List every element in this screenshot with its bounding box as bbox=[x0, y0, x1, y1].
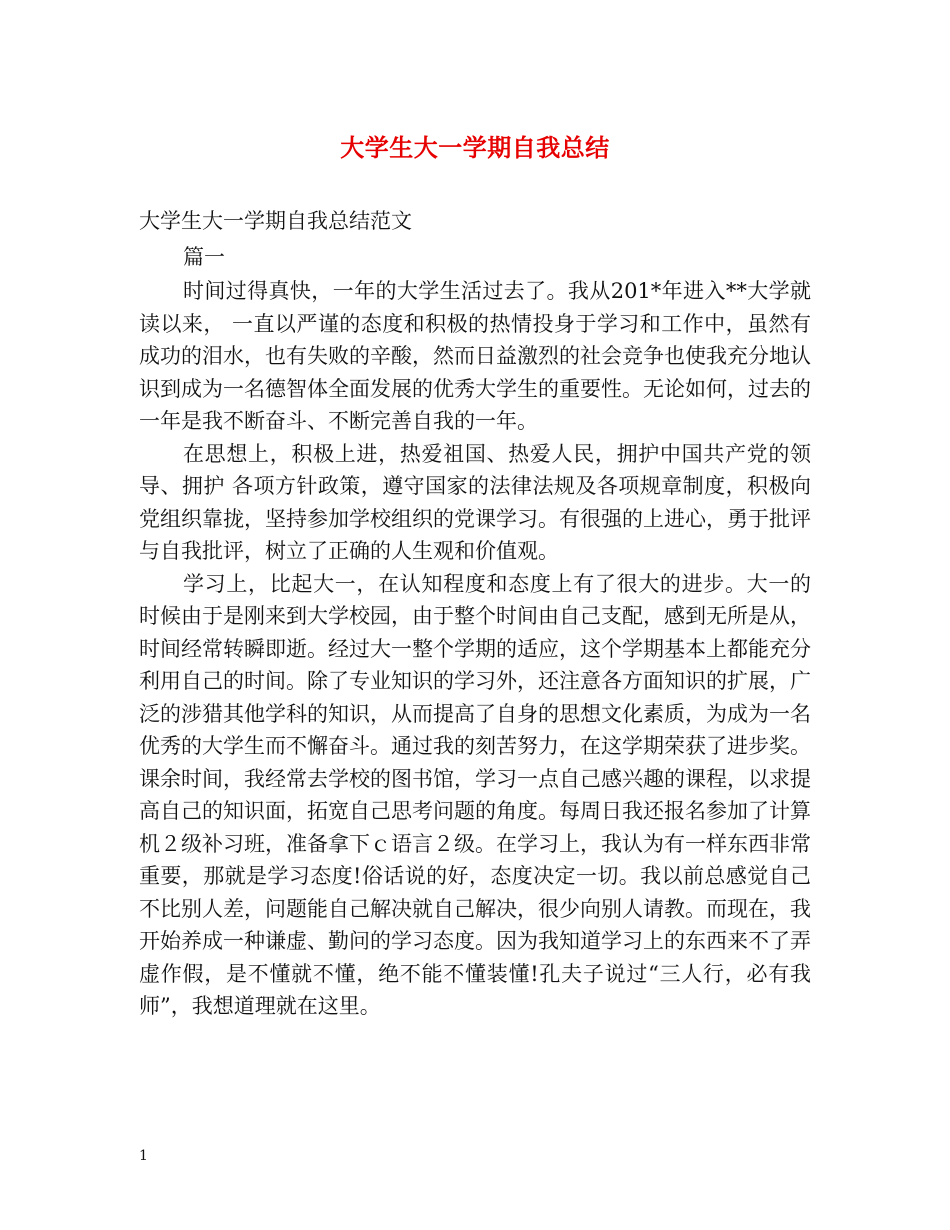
page-number: 1 bbox=[139, 1148, 148, 1164]
paragraph: 在思想上，积极上进，热爱祖国、热爱人民，拥护中国共产党的领导、拥护 各项方针政策，遵守国家的法律法规及各项规章制度，积极向党组织靠拢，坚持参加学校组织的党课学习。有很强的上进心，勇于批评与自我批评，树立了正确的人生观和价值观。 bbox=[139, 441, 811, 563]
paragraph: 学习上，比起大一，在认知程度和态度上有了很大的进步。大一的时候由于是刚来到大学校园，由于整个时间由自己支配，感到无所是从，时间经常转瞬即逝。经过大一整个学期的适应，这个学期基本上都能充分利用自己的时间。除了专业知识的学习外，还注意各方面知识的扩展，广泛的涉猎其他学科的知识，从而提高了自身的思想文化素质，为成为一名优秀的大学生而不懈奋斗。通过我的刻苦努力，在这学期荣获了进步奖。课余时间，我经常去学校的图书馆，学习一点自己感兴趣的课程，以求提高自己的知识面，拓宽自己思考问题的角度。每周日我还报名参加了计算机２级补习班，准备拿下ｃ语言２级。在学习上，我认为有一样东西非常重要，那就是学习态度!俗话说的好，态度决定一切。我以前总感觉自己不比别人差，问题能自己解决就自己解决，很少向别人请教。而现在，我开始养成一种谦虚、勤问的学习态度。因为我知道学习上的东西来不了弄虚作假，是不懂就不懂，绝不能不懂装懂!孔夫子说过“三人行，必有我师”，我想道理就在这里。 bbox=[139, 571, 811, 1018]
document-body bbox=[139, 275, 811, 1023]
paragraph: 时间过得真快，一年的大学生活过去了。我从201*年进入**大学就读以来， 一直以严谨的态度和积极的热情投身于学习和工作中，虽然有成功的泪水，也有失败的辛酸，然而日益激烈的社会竞争也使我充分地认识到成为一名德智体全面发展的优秀大学生的重要性。无论如何，过去的一年是我不断奋斗、不断完善自我的一年。 bbox=[139, 279, 811, 433]
document-subtitle: 大学生大一学期自我总结范文 bbox=[139, 209, 412, 233]
document-title: 大学生大一学期自我总结 bbox=[340, 133, 610, 162]
chapter-heading: 篇一 bbox=[183, 245, 225, 269]
